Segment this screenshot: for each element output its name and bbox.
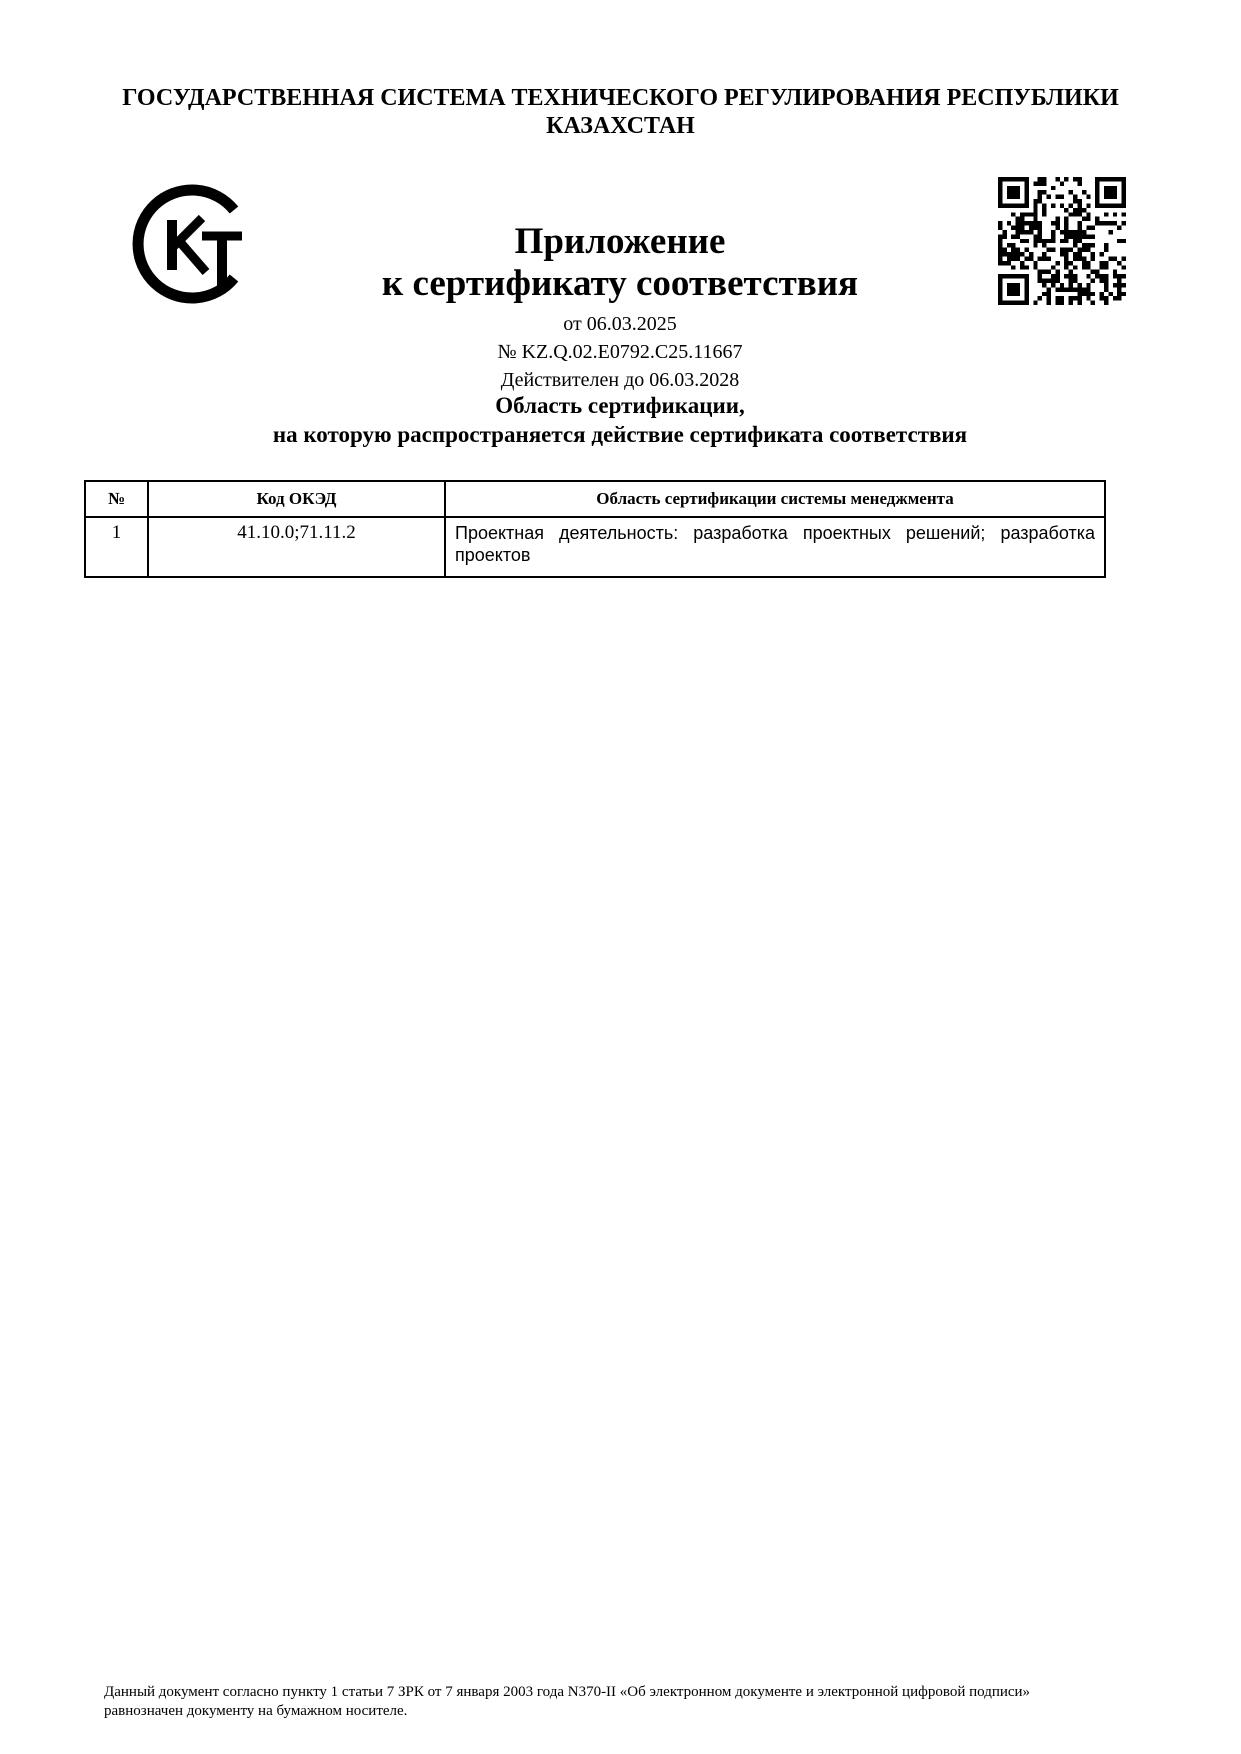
footer-line-2: равнозначен документу на бумажном носителе.: [104, 1703, 408, 1719]
certificate-date: от 06.03.2025: [563, 313, 677, 335]
qr-code-icon: [998, 177, 1126, 305]
scope-heading: [120, 391, 1120, 449]
scope-heading-line-2: на которую распространяется действие сертификата соответствия: [272, 422, 968, 447]
certificate-meta: [300, 310, 940, 394]
legal-footer-note: [104, 1683, 1164, 1721]
row-okved-code: 41.10.0;71.11.2: [148, 517, 445, 577]
government-system-header: ГОСУДАРСТВЕННАЯ СИСТЕМА ТЕХНИЧЕСКОГО РЕГУЛИРОВАНИЯ РЕСПУБЛИКИ КАЗАХСТАН: [122, 85, 1119, 139]
row-scope: Проектная деятельность: разработка проектных решений; разработка проектов: [445, 517, 1105, 577]
title-line-2: к сертификату соответствия: [381, 263, 859, 304]
header-number: №: [85, 481, 148, 517]
certification-scope-table: [84, 480, 1106, 578]
header-okved-code: Код ОКЭД: [148, 481, 445, 517]
header-scope: Область сертификации системы менеджмента: [445, 481, 1105, 517]
kt-conformity-mark-icon: [130, 180, 250, 305]
table-header-row: [85, 481, 1105, 517]
certificate-number: № KZ.Q.02.E0792.C25.11667: [497, 341, 743, 363]
row-number: 1: [85, 517, 148, 577]
scope-heading-line-1: Область сертификации,: [495, 393, 745, 418]
document-title: [300, 221, 940, 305]
table-row: [85, 517, 1105, 577]
title-line-1: Приложение: [514, 221, 726, 262]
footer-line-1: Данный документ согласно пункту 1 статьи 7 ЗРК от 7 января 2003 года N370-II «Об электронном документе и электронной цифровой подписи»: [104, 1684, 1031, 1700]
certificate-valid-until: Действителен до 06.03.2028: [500, 369, 740, 391]
